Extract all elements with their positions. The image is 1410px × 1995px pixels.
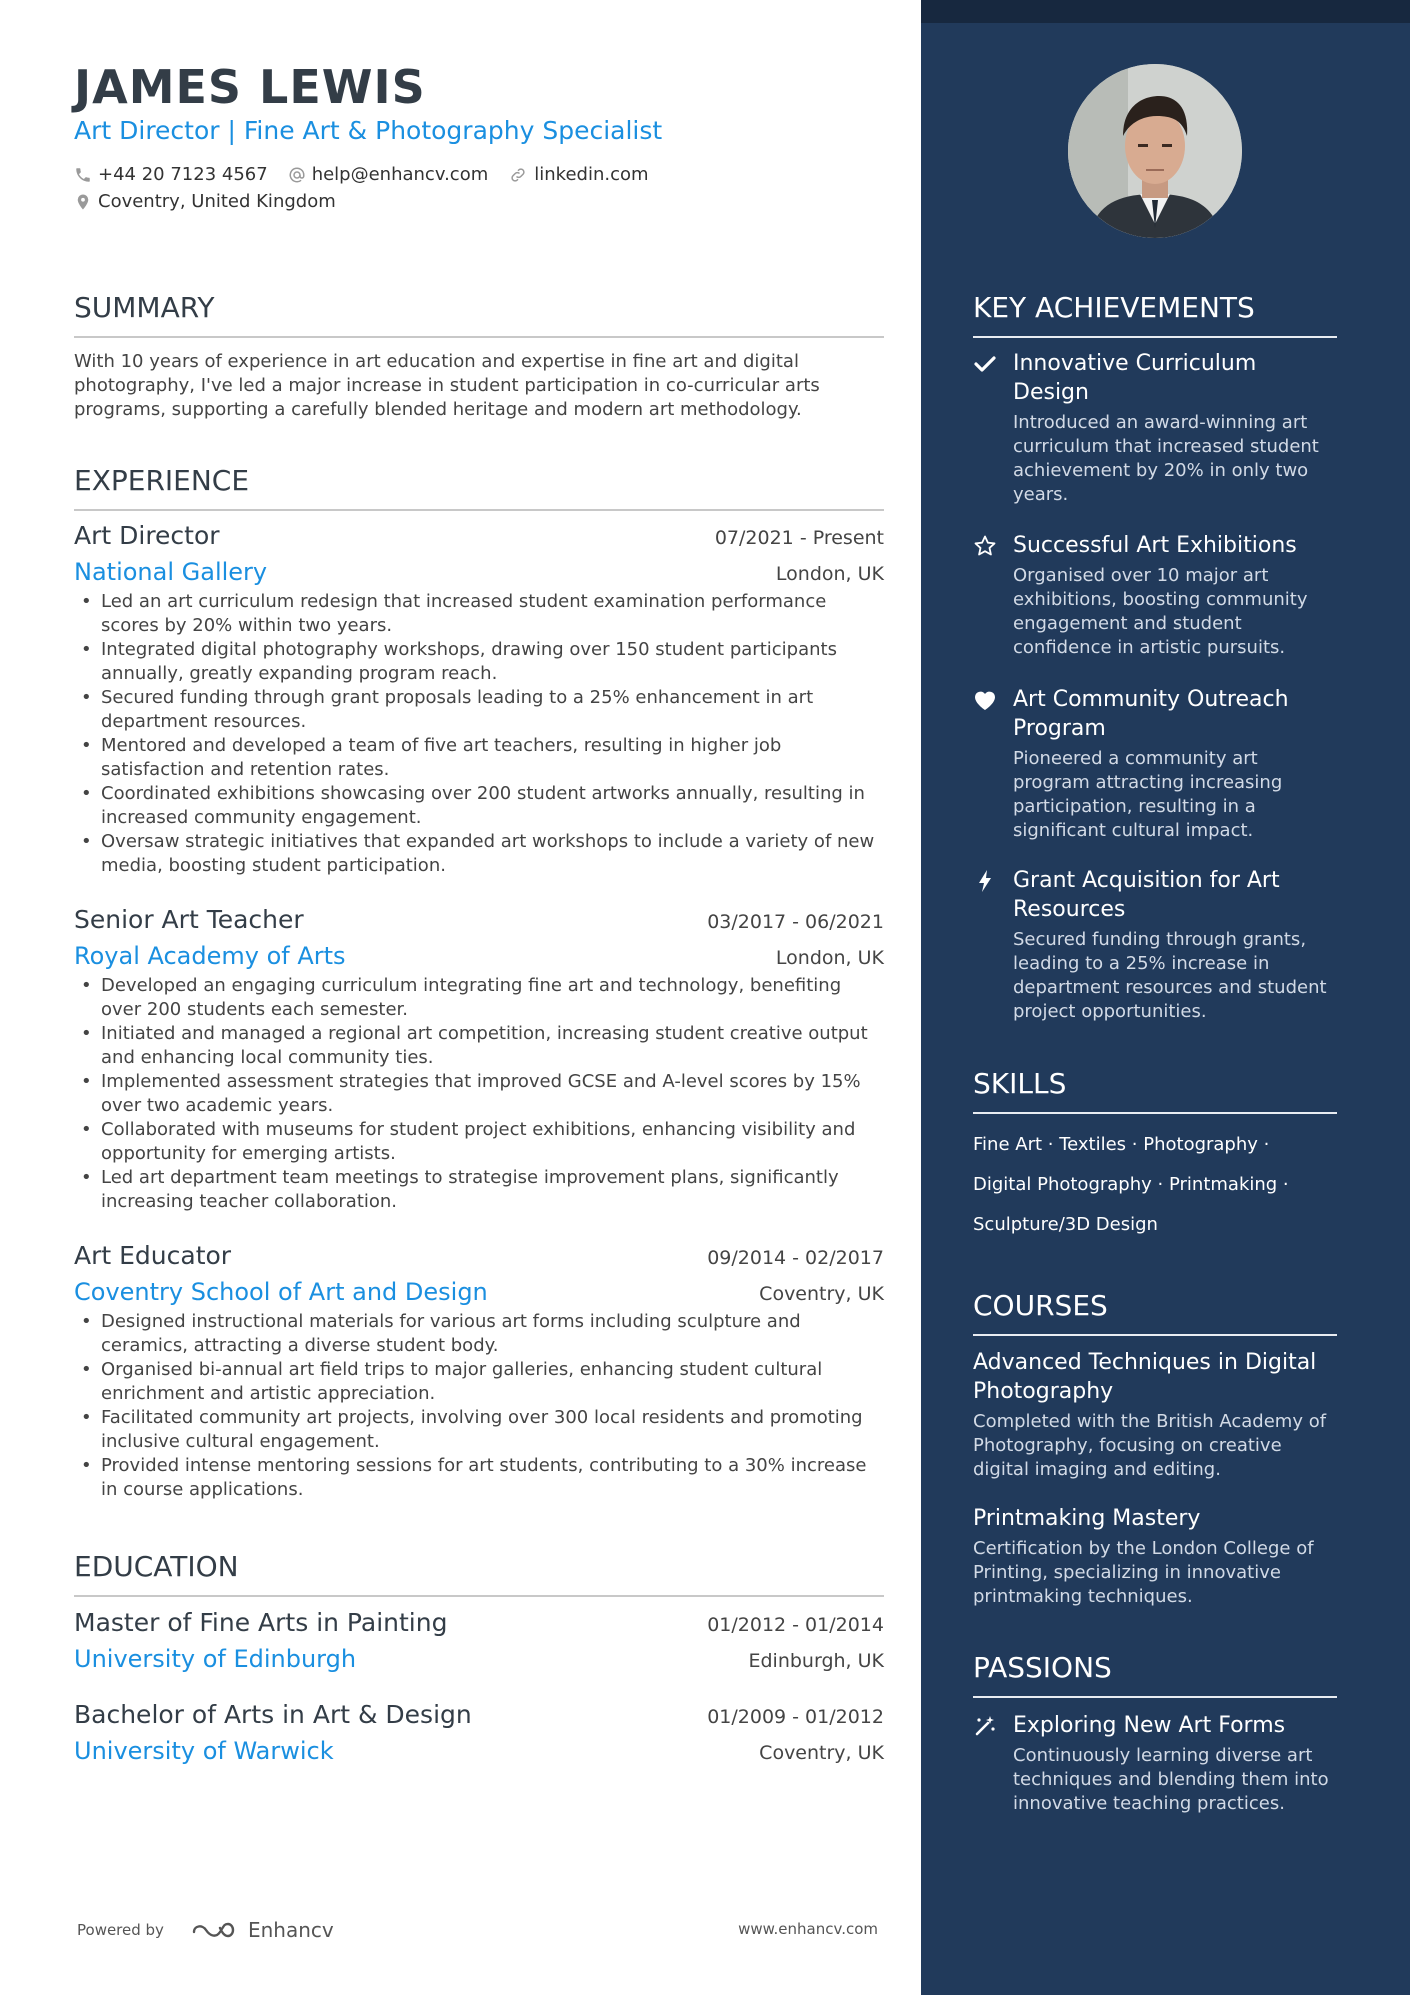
footer-website[interactable]: www.enhancv.com — [738, 1920, 878, 1938]
contact-location — [74, 191, 336, 212]
passion-desc: Continuously learning diverse art techniques and blending them into innovative teaching practices. — [1013, 1745, 1329, 1814]
edu-degree: Bachelor of Arts in Art & Design — [74, 1700, 472, 1729]
achievement-title: Successful Art Exhibitions — [1013, 533, 1297, 558]
candidate-name: JAMES LEWIS — [74, 60, 426, 114]
skill-item: Photography — [1143, 1134, 1258, 1155]
skill-item: Sculpture/3D Design — [973, 1214, 1158, 1235]
job-bullets — [74, 1310, 884, 1502]
experience-heading: EXPERIENCE — [74, 464, 884, 511]
job-company[interactable]: Royal Academy of Arts — [74, 942, 346, 970]
enhancv-brand: Enhancv — [247, 1918, 334, 1942]
passion-item — [973, 1711, 1337, 1816]
bullet-item: • Provided intense mentoring sessions for art students, contributing to a 30% increase in course applications. — [74, 1454, 884, 1502]
edu-school[interactable]: University of Edinburgh — [74, 1645, 357, 1673]
location-pin-icon — [74, 192, 92, 212]
job-location: London, UK — [775, 563, 884, 585]
course-desc: Completed with the British Academy of Photography, focusing on creative digital imaging and editing. — [973, 1411, 1327, 1480]
edu-dates: 01/2009 - 01/2012 — [707, 1706, 884, 1728]
edu-degree: Master of Fine Arts in Painting — [74, 1608, 448, 1637]
skill-item: Fine Art — [973, 1134, 1043, 1155]
job-role: Art Director — [74, 521, 220, 550]
job-dates: 09/2014 - 02/2017 — [707, 1247, 884, 1269]
skills-list: Fine Art · Textiles · Photography · Digital Photography · Printmaking · Sculpture/3D Design — [973, 1134, 1289, 1235]
bullet-item: • Organised bi-annual art field trips to major galleries, enhancing student cultural enrichment and artistic appreciation. — [74, 1358, 884, 1406]
job-dates: 03/2017 - 06/2021 — [707, 911, 884, 933]
edu-location: Coventry, UK — [759, 1742, 884, 1764]
bullet-item: • Secured funding through grant proposals leading to a 25% enhancement in art department resources. — [74, 686, 884, 734]
job-entry — [74, 905, 884, 1214]
bullet-item: • Led art department team meetings to strategise improvement plans, significantly increasing teacher collaboration. — [74, 1166, 884, 1214]
heart-icon — [973, 688, 997, 712]
summary-heading: SUMMARY — [74, 291, 884, 338]
job-bullets — [74, 590, 884, 878]
bullet-item: • Led an art curriculum redesign that increased student examination performance scores by 20% within two years. — [74, 590, 884, 638]
education-entry — [74, 1700, 884, 1765]
passion-title: Exploring New Art Forms — [1013, 1713, 1286, 1738]
email-text: help@enhancv.com — [311, 164, 489, 185]
at-icon — [288, 166, 306, 184]
linkedin-text: linkedin.com — [534, 164, 649, 185]
achievement-item — [973, 349, 1337, 507]
edu-dates: 01/2012 - 01/2014 — [707, 1614, 884, 1636]
enhancv-logo-icon — [190, 1918, 238, 1942]
job-bullets — [74, 974, 884, 1214]
course-desc: Certification by the London College of Printing, specializing in innovative printmaking techniques. — [973, 1538, 1314, 1607]
magic-wand-icon — [973, 1714, 997, 1738]
bullet-item: • Oversaw strategic initiatives that expanded art workshops to include a variety of new media, boosting student participation. — [74, 830, 884, 878]
link-icon — [508, 166, 528, 184]
job-entry — [74, 1241, 884, 1502]
achievements-heading: KEY ACHIEVEMENTS — [973, 291, 1337, 338]
course-title: Advanced Techniques in Digital Photography — [973, 1350, 1317, 1404]
achievement-item — [973, 685, 1337, 843]
achievement-desc: Introduced an award-winning art curriculum that increased student achievement by 20% in only two years. — [1013, 412, 1319, 505]
achievement-title: Art Community Outreach Program — [1013, 687, 1289, 741]
bullet-item: • Integrated digital photography workshops, drawing over 150 student participants annually, greatly expanding program reach. — [74, 638, 884, 686]
edu-location: Edinburgh, UK — [748, 1650, 884, 1672]
sidebar-top-band — [921, 0, 1410, 23]
courses-heading: COURSES — [973, 1289, 1337, 1336]
course-title: Printmaking Mastery — [973, 1506, 1201, 1531]
achievement-desc: Organised over 10 major art exhibitions, boosting community engagement and student confidence in artistic pursuits. — [1013, 565, 1308, 658]
bullet-item: • Developed an engaging curriculum integrating fine art and technology, benefiting over 200 students each semester. — [74, 974, 884, 1022]
bullet-item: • Coordinated exhibitions showcasing over 200 student artworks annually, resulting in increased community engagement. — [74, 782, 884, 830]
summary-text: With 10 years of experience in art education and expertise in fine art and digital photography, I've led a major increase in student participation in co-curricular arts programs, supporting a carefully blended heritage and modern art methodology. — [74, 351, 820, 420]
achievement-item — [973, 866, 1337, 1024]
passions-heading: PASSIONS — [973, 1651, 1337, 1698]
course-item — [973, 1348, 1343, 1482]
achievement-title: Innovative Curriculum Design — [1013, 351, 1257, 405]
contact-row-1 — [74, 164, 669, 185]
bullet-item: • Collaborated with museums for student project exhibitions, enhancing visibility and opportunity for emerging artists. — [74, 1118, 884, 1166]
bullet-item: • Facilitated community art projects, involving over 300 local residents and promoting inclusive cultural engagement. — [74, 1406, 884, 1454]
job-role: Senior Art Teacher — [74, 905, 304, 934]
job-location: Coventry, UK — [759, 1283, 884, 1305]
bullet-item: • Initiated and managed a regional art competition, increasing student creative output and enhancing local community ties. — [74, 1022, 884, 1070]
edu-school[interactable]: University of Warwick — [74, 1737, 334, 1765]
job-entry — [74, 521, 884, 878]
skill-item: Textiles — [1059, 1134, 1127, 1155]
candidate-title: Art Director | Fine Art & Photography Specialist — [74, 116, 663, 145]
contact-linkedin[interactable] — [508, 164, 648, 185]
achievement-item — [973, 531, 1337, 660]
check-icon — [973, 352, 997, 376]
education-heading: EDUCATION — [74, 1550, 884, 1597]
skills-heading: SKILLS — [973, 1067, 1337, 1114]
achievement-title: Grant Acquisition for Art Resources — [1013, 868, 1280, 922]
skill-item: Digital Photography — [973, 1174, 1152, 1195]
profile-photo — [1068, 64, 1242, 238]
contact-row-2 — [74, 191, 356, 212]
job-location: London, UK — [775, 947, 884, 969]
achievement-desc: Secured funding through grants, leading to a 25% increase in department resources and student project opportunities. — [1013, 929, 1327, 1022]
powered-by-label: Powered by — [77, 1921, 164, 1939]
star-icon — [973, 534, 997, 558]
powered-by — [77, 1918, 334, 1942]
contact-email[interactable] — [288, 164, 489, 185]
course-item — [973, 1504, 1343, 1609]
phone-icon — [74, 166, 92, 184]
job-company[interactable]: National Gallery — [74, 558, 268, 586]
bullet-item: • Implemented assessment strategies that improved GCSE and A-level scores by 15% over two academic years. — [74, 1070, 884, 1118]
achievement-desc: Pioneered a community art program attracting increasing participation, resulting in a significant cultural impact. — [1013, 748, 1283, 841]
location-text: Coventry, United Kingdom — [98, 191, 336, 212]
skill-item: Printmaking — [1168, 1174, 1278, 1195]
job-role: Art Educator — [74, 1241, 232, 1270]
education-entry — [74, 1608, 884, 1673]
bullet-item: • Mentored and developed a team of five art teachers, resulting in higher job satisfaction and retention rates. — [74, 734, 884, 782]
phone-text: +44 20 7123 4567 — [98, 164, 268, 185]
portrait-illustration — [1068, 64, 1242, 238]
job-company[interactable]: Coventry School of Art and Design — [74, 1278, 488, 1306]
job-dates: 07/2021 - Present — [714, 527, 884, 549]
lightning-icon — [973, 869, 997, 893]
contact-phone[interactable] — [74, 164, 268, 185]
bullet-item: • Designed instructional materials for various art forms including sculpture and ceramics, attracting a diverse student body. — [74, 1310, 884, 1358]
